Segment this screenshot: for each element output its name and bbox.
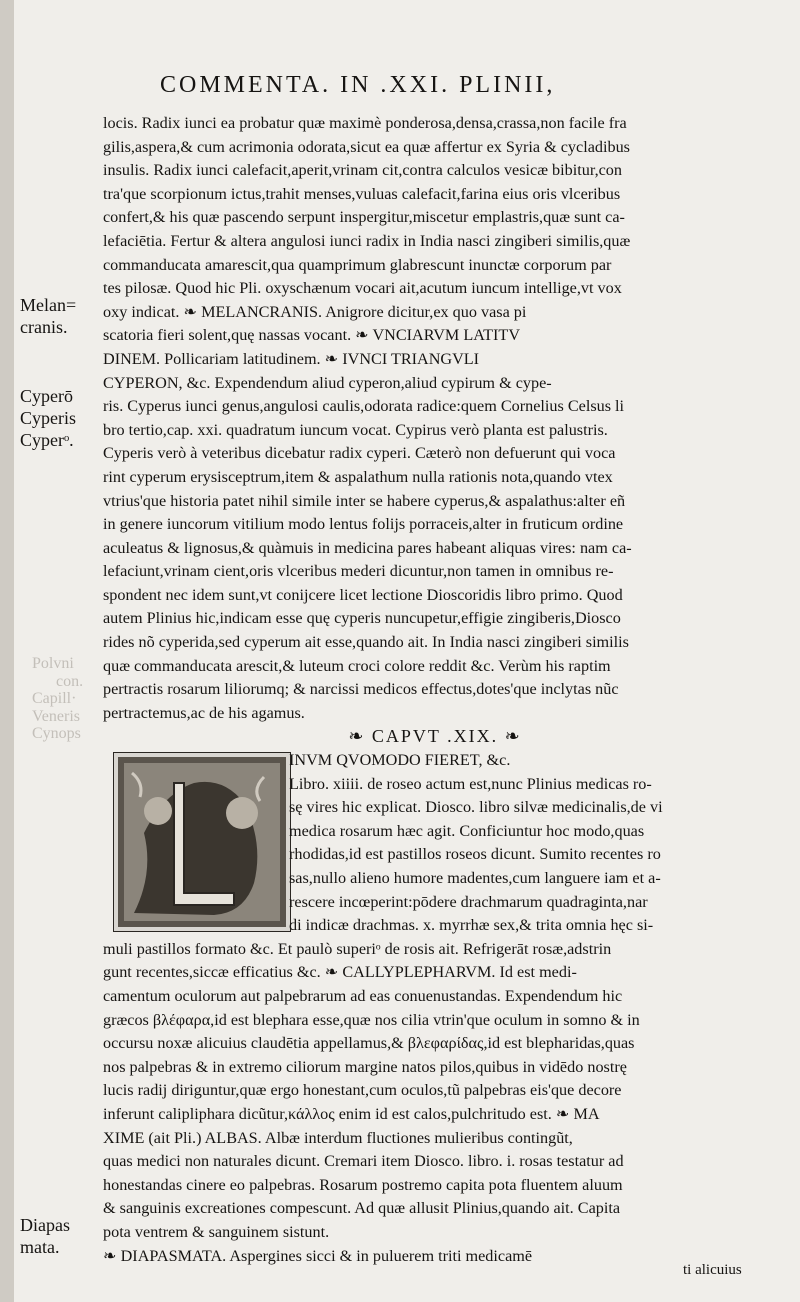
text-line: inferunt calipliphara dicũtur,κάλλος enim id est calos,pulchritudo est. ❧ MA bbox=[103, 1104, 600, 1123]
text-line: tes pilosæ. Quod hic Pli. oxyschænum vocari ait,acutum iuncum intellige,vt vox bbox=[103, 279, 622, 298]
margin-note-line: mata. bbox=[20, 1237, 60, 1257]
bleed-through-text: Polvni bbox=[32, 655, 74, 672]
text-line: tra'que scorpionum ictus,trahit menses,vuluas calefacit,farina eius oris vlceribus bbox=[103, 184, 621, 203]
text-line: aculeatus & lignosus,& quàmuis in medicina pares habeant aliquas vires: nam ca- bbox=[103, 538, 632, 557]
margin-note-line: Cyperᵒ. bbox=[20, 430, 74, 450]
text-line: quæ commanducata arescit,& luteum croci colore reddit &c. Verùm his raptim bbox=[103, 656, 611, 675]
text-line: medica rosarum hæc agit. Conficiuntur hoc modo,quas bbox=[289, 821, 645, 840]
bleed-through-text: Veneris bbox=[32, 707, 80, 725]
bleed-through-text: Capill· bbox=[32, 690, 77, 708]
text-line: rhodidas,id est pastillos roseos dicunt. Sumito recentes ro bbox=[289, 845, 661, 864]
text-line: insulis. Radix iunci calefacit,aperit,vrinam cit,contra calculos vesicæ bibitur,con bbox=[103, 161, 622, 180]
page-edge-shadow bbox=[0, 0, 14, 1302]
text-line: ❧ DIAPASMATA. Aspergines sicci & in puluerem triti medicamē bbox=[103, 1246, 533, 1265]
text-line: sę vires hic explicat. Diosco. libro silvæ medicinalis,de vi bbox=[289, 798, 663, 817]
text-line: ris. Cyperus iunci genus,angulosi caulis,odorata radice:quem Cornelius Celsus li bbox=[103, 397, 625, 416]
margin-note-line: cranis. bbox=[20, 317, 68, 337]
text-line: autem Plinius hic,indicam esse quę cyperis nuncupetur,effigie zingiberis,Diosco bbox=[103, 609, 621, 628]
text-line: rides nõ cyperida,sed cyperum ait esse,quando ait. In India nasci zingiberi similis bbox=[103, 633, 629, 652]
text-line: confert,& his quæ pascendo serpunt inspergitur,miscetur emplastris,quæ sunt ca- bbox=[103, 208, 625, 227]
running-header: COMMENTA. IN .XXI. PLINII, bbox=[160, 72, 556, 98]
text-line: Cyperis verò à veteribus dicebatur radix cyperi. Cæterò non defuerunt qui voca bbox=[103, 444, 616, 463]
text-line: in genere iuncorum vitilium modo lentus folijs porraceis,alter in fruticum ordine bbox=[103, 515, 624, 534]
text-line: pertractis rosarum liliorumq; & narcissi medicos effectus,dotes'que inclytas nũc bbox=[103, 680, 619, 699]
bleed-through-text: Cynops bbox=[32, 725, 81, 743]
text-line: muli pastillos formato &c. Et paulò superiᵒ de rosis ait. Refrigerāt rosæ,adstrin bbox=[103, 939, 612, 958]
margin-note-diapasmata bbox=[20, 1214, 70, 1258]
text-line: lucis radij diriguntur,quæ ergo honestant,cum oculos,tũ palpebras eis'que decore bbox=[103, 1081, 622, 1100]
margin-note-line: Cyperis bbox=[20, 408, 76, 428]
text-line: gilis,aspera,& cum acrimonia odorata,sicut ea quæ affertur ex Syria & cycladibus bbox=[103, 137, 630, 156]
text-line: pota ventrem & sanguinem sistunt. bbox=[103, 1222, 330, 1241]
catchword: ti alicuius bbox=[683, 1262, 742, 1278]
bleed-through-notes bbox=[32, 655, 83, 743]
main-text bbox=[103, 112, 767, 1268]
text-line: INVM QVOMODO FIERET, &c. bbox=[289, 751, 511, 770]
text-line: sas,nullo alieno humore madentes,cum languere iam et a- bbox=[289, 869, 661, 887]
text-line: occursu noxæ alicuius claudētia appellamus,& βλεφαρίδας,id est blepharidas,quas bbox=[103, 1034, 635, 1053]
text-line: commanducata amarescit,qua quamprimum glabrescunt inunctæ corporum par bbox=[103, 255, 612, 274]
text-line: rint cyperum erysisceptrum,item & aspalathum nulla rationis nota,quando vtex bbox=[103, 467, 613, 486]
text-line: CYPERON, &c. Expendendum aliud cyperon,aliud cypirum & cype- bbox=[103, 373, 552, 392]
bleed-through-text: con. bbox=[56, 672, 84, 690]
text-line: DINEM. Pollicariam latitudinem. ❧ IVNCI TRIANGVLI bbox=[103, 349, 480, 368]
text-line: lefaciētia. Fertur & altera angulosi iunci radix in India nasci zingiberi similis,quæ bbox=[103, 231, 631, 250]
text-line: nos palpebras & in extremo ciliorum margine natos pilos,quibus in vidēdo nostrę bbox=[103, 1057, 627, 1076]
text-line: Libro. xiiii. de roseo actum est,nunc Plinius medicas ro- bbox=[289, 774, 652, 793]
text-line: XIME (ait Pli.) ALBAS. Albæ interdum fluctiones mulieribus contingũt, bbox=[103, 1128, 573, 1147]
text-line: scatoria fieri solent,quę nassas vocant. ❧ VNCIARVM LATITV bbox=[103, 326, 521, 345]
text-block-beside-initial bbox=[103, 749, 767, 938]
text-line: & sanguinis excreationes compescunt. Ad quæ allusit Plinius,quando ait. Capita bbox=[103, 1199, 621, 1218]
margin-note-line: Melan= bbox=[20, 295, 77, 315]
text-line: camentum oculorum aut palpebrarum ad eas conuenustandas. Expendendum hic bbox=[103, 986, 623, 1005]
text-line: græcos βλέφαρα,id est blephara esse,quæ nos cilia vtrin'que oculum in somno & in bbox=[103, 1010, 640, 1029]
text-line: spondent nec idem sunt,vt conijcere licet lectione Dioscoridis libro primo. Quod bbox=[103, 585, 623, 604]
text-line: honestandas cinere eo palpebras. Rosarum postremo capita pota fluentem aluum bbox=[103, 1175, 623, 1194]
text-line: gunt recentes,siccæ efficatius &c. ❧ CALLYPLEPHARVM. Id est medi- bbox=[103, 963, 577, 982]
text-block-before-chapter bbox=[103, 112, 767, 725]
text-line: locis. Radix iunci ea probatur quæ maximè ponderosa,densa,crassa,non facile fra bbox=[103, 114, 627, 132]
text-line: lefaciunt,vrinam cient,oris vlceribus mederi dicuntur,non tamen in omnibus re- bbox=[103, 562, 614, 581]
text-line: rescere incœperint:pōdere drachmarum quadraginta,nar bbox=[289, 892, 648, 911]
text-line: vtrius'que historia patet nihil simile inter se habere cyperus,& aspalathus:alter eñ bbox=[103, 491, 626, 510]
text-line: quas medici non naturales dicunt. Cremari item Diosco. libro. i. rosas testatur ad bbox=[103, 1152, 624, 1171]
margin-note-melancranis bbox=[20, 294, 76, 338]
margin-note-cyperus bbox=[20, 385, 76, 451]
text-line: di indicæ drachmas. x. myrrhæ sex,& trita omnia hęc si- bbox=[289, 916, 654, 935]
chapter-heading: ❧ CAPVT .XIX. ❧ bbox=[348, 726, 522, 747]
text-line: bro tertio,cap. xxi. quadratum iuncum vocat. Cypirus verò planta est palustris. bbox=[103, 420, 608, 439]
text-line: pertractemus,ac de his agamus. bbox=[103, 703, 305, 722]
margin-note-line: Cyperō bbox=[20, 386, 73, 406]
text-line: oxy indicat. ❧ MELANCRANIS. Anigrore dicitur,ex quo vasa pi bbox=[103, 302, 527, 321]
text-block-after-initial bbox=[103, 938, 767, 1268]
margin-note-line: Diapas bbox=[20, 1215, 70, 1235]
